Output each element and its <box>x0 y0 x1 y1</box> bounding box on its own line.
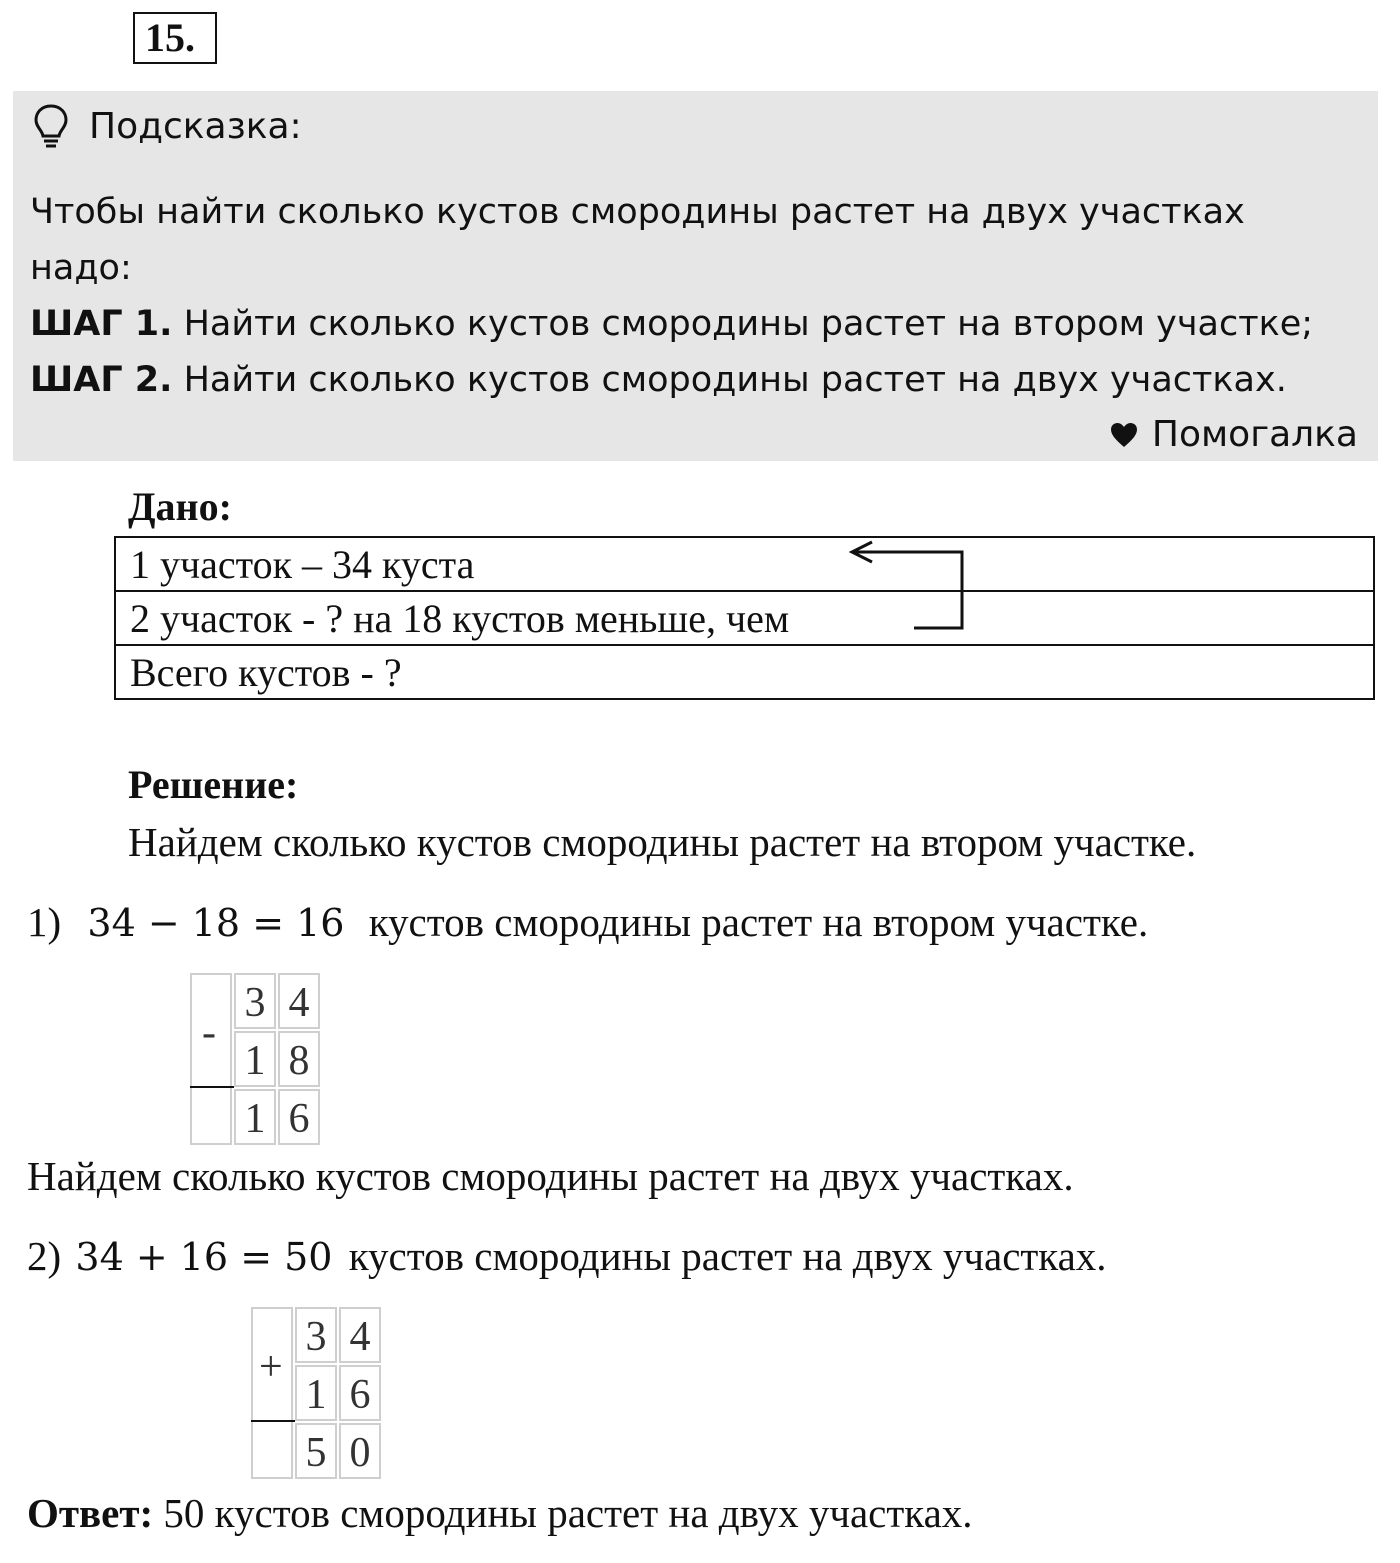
given-table <box>114 536 1375 700</box>
step-2-text: кустов смородины растет на двух участках. <box>348 1233 1107 1279</box>
task-number: 15. <box>133 12 217 64</box>
step-2-line <box>27 1231 1107 1282</box>
hint-step-2-text: Найти сколько кустов смородины растет на двух участках. <box>172 360 1287 400</box>
hint-step-1-text: Найти сколько кустов смородины растет на втором участке; <box>172 304 1314 344</box>
solution-step-2-intro: Найдем сколько кустов смородины растет на двух участках. <box>27 1153 1074 1199</box>
given-row: Всего кустов - ? <box>130 650 402 695</box>
step-2-expression: 34 + 16 = 50 <box>75 1235 333 1279</box>
given-row: 1 участок – 34 куста <box>116 538 1373 592</box>
digit-cell: 1 <box>234 1031 276 1087</box>
step-1-number: 1) <box>27 899 62 945</box>
given-row: 2 участок - ? на 18 кустов меньше, чем <box>116 592 1373 646</box>
column-underline <box>190 1086 234 1088</box>
hint-box <box>13 91 1378 461</box>
given-title: Дано: <box>128 484 232 529</box>
solution-title: Решение: <box>128 762 299 807</box>
hint-step-2 <box>30 356 1287 404</box>
digit-cell: 6 <box>339 1365 381 1421</box>
digit-cell: 6 <box>278 1089 320 1145</box>
digit-cell: 4 <box>339 1307 381 1363</box>
brand-name: Помогалка <box>1151 414 1358 455</box>
digit-cell: 0 <box>339 1423 381 1479</box>
comparison-arrow <box>116 538 1377 702</box>
solution-intro: Найдем сколько кустов смородины растет на втором участке. <box>128 819 1197 865</box>
digit-cell: 5 <box>295 1423 337 1479</box>
step-1-expression: 34 − 18 = 16 <box>87 901 345 945</box>
minus-sign: - <box>202 1010 216 1056</box>
answer-text: 50 кустов смородины растет на двух участках. <box>153 1490 973 1536</box>
sign-column <box>190 973 232 1145</box>
lightbulb-icon <box>33 103 69 151</box>
digit-cell: 3 <box>234 973 276 1029</box>
digit-cell: 8 <box>278 1031 320 1087</box>
step-1-text: кустов смородины растет на втором участке. <box>368 899 1149 945</box>
heart-icon <box>1110 422 1138 448</box>
digit-cell: 1 <box>295 1365 337 1421</box>
answer-label: Ответ: <box>27 1490 154 1536</box>
hint-step-2-label: ШАГ 2. <box>30 360 173 400</box>
step-1-line <box>27 897 1148 948</box>
step-2-number: 2) <box>27 1233 62 1279</box>
column-subtraction <box>190 973 324 1147</box>
column-underline <box>251 1420 295 1422</box>
hint-title: Подсказка: <box>89 106 302 147</box>
hint-intro-line: Чтобы найти сколько кустов смородины растет на двух участках <box>30 192 1245 232</box>
brand-link[interactable] <box>1110 411 1358 459</box>
digit-cell: 3 <box>295 1307 337 1363</box>
plus-sign: + <box>259 1344 283 1390</box>
answer-line <box>27 1488 973 1538</box>
hint-intro-line-2: надо: <box>30 248 132 288</box>
digit-cell: 1 <box>234 1089 276 1145</box>
hint-step-1-label: ШАГ 1. <box>30 304 173 344</box>
sign-column <box>251 1307 293 1479</box>
column-addition <box>251 1307 385 1481</box>
hint-step-1 <box>30 300 1313 348</box>
digit-cell: 4 <box>278 973 320 1029</box>
